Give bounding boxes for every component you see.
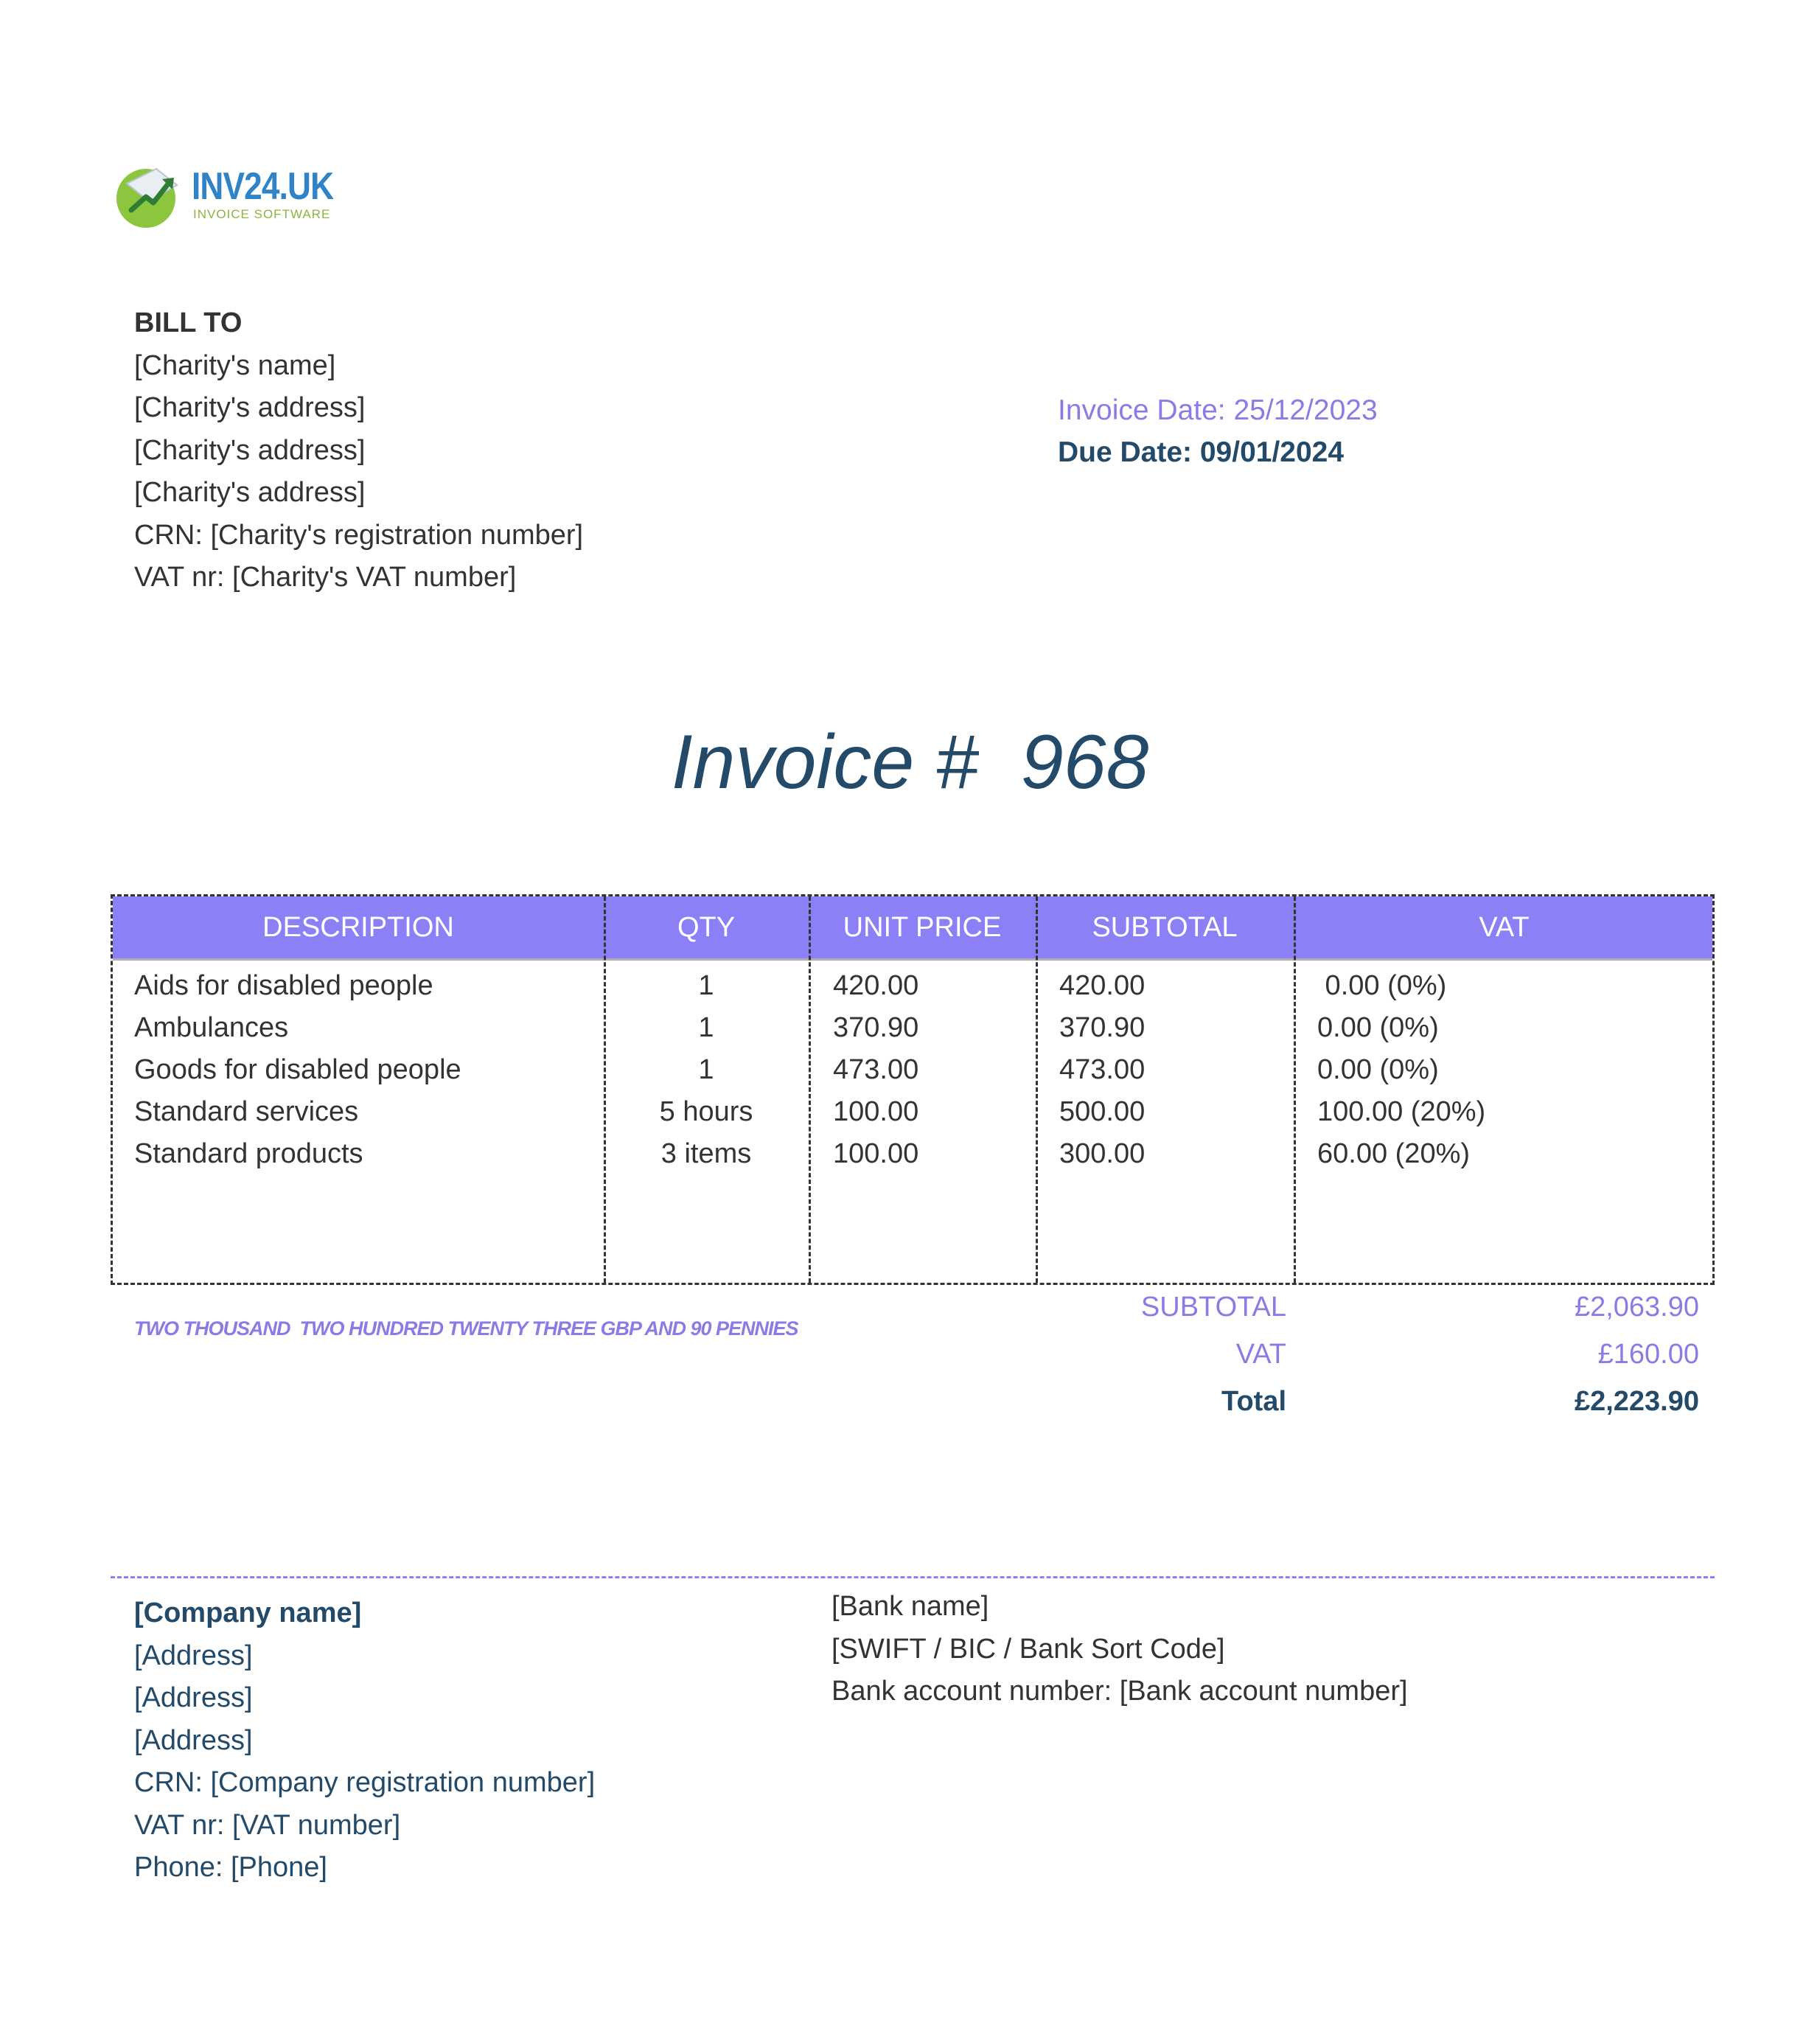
header-subtotal: SUBTOTAL	[1092, 912, 1238, 943]
footer-divider	[111, 1576, 1715, 1578]
bill-to-heading: BILL TO	[134, 307, 243, 338]
table-row	[113, 1091, 1712, 1133]
dates-block	[1058, 389, 1378, 473]
company-line: [Address]	[134, 1640, 253, 1671]
cell-unit-price: 100.00	[833, 1096, 919, 1127]
header-qty: QTY	[677, 912, 736, 943]
logo-chart-icon	[111, 158, 184, 229]
line-items-table	[111, 894, 1715, 1285]
total-label: Total	[1221, 1386, 1286, 1417]
invoice-date: Invoice Date: 25/12/2023	[1058, 394, 1378, 426]
cell-unit-price: 100.00	[833, 1138, 919, 1169]
bill-to-line: [Charity's name]	[134, 349, 336, 381]
bill-to-line: CRN: [Charity's registration number]	[134, 519, 584, 551]
cell-qty: 5 hours	[659, 1096, 753, 1127]
invoice-title: Invoice # 968	[671, 720, 1149, 805]
cell-unit-price: 420.00	[833, 970, 919, 1001]
header-vat: VAT	[1479, 912, 1530, 943]
cell-subtotal: 473.00	[1059, 1054, 1146, 1085]
vat-value: £160.00	[1597, 1339, 1699, 1370]
cell-subtotal: 420.00	[1059, 970, 1146, 1001]
cell-description: Standard products	[134, 1138, 363, 1169]
table-row	[113, 965, 1712, 1007]
cell-vat: 0.00 (0%)	[1317, 1012, 1439, 1043]
table-row	[113, 1007, 1712, 1049]
logo-tagline: INVOICE SOFTWARE	[193, 207, 331, 221]
cell-description: Standard services	[134, 1096, 359, 1127]
bank-line: [Bank name]	[831, 1591, 989, 1622]
cell-qty: 1	[698, 970, 714, 1001]
bill-to-block	[134, 302, 583, 599]
bank-line: [SWIFT / BIC / Bank Sort Code]	[831, 1633, 1225, 1665]
company-line: CRN: [Company registration number]	[134, 1767, 596, 1798]
subtotal-label: SUBTOTAL	[1140, 1292, 1286, 1323]
cell-description: Goods for disabled people	[134, 1054, 461, 1085]
header-description: DESCRIPTION	[262, 912, 454, 943]
bill-to-line: [Charity's address]	[134, 477, 366, 508]
bill-to-line: VAT nr: [Charity's VAT number]	[134, 562, 517, 593]
due-date: Due Date: 09/01/2024	[1058, 436, 1345, 468]
cell-subtotal: 300.00	[1059, 1138, 1146, 1169]
cell-vat: 0.00 (0%)	[1317, 1054, 1439, 1085]
cell-subtotal: 500.00	[1059, 1096, 1146, 1127]
table-header	[113, 896, 1712, 958]
company-line: [Address]	[134, 1682, 253, 1713]
logo-name: INV24.UK	[192, 165, 334, 208]
cell-vat: 60.00 (20%)	[1317, 1138, 1471, 1169]
company-line: VAT nr: [VAT number]	[134, 1809, 401, 1841]
cell-subtotal: 370.90	[1059, 1012, 1146, 1043]
cell-unit-price: 473.00	[833, 1054, 919, 1085]
total-value: £2,223.90	[1574, 1386, 1699, 1417]
cell-qty: 1	[698, 1054, 714, 1085]
vat-label: VAT	[1235, 1339, 1286, 1370]
cell-qty: 3 items	[660, 1138, 752, 1169]
company-line: Phone: [Phone]	[134, 1852, 327, 1883]
cell-vat: 100.00 (20%)	[1317, 1096, 1486, 1127]
cell-description: Ambulances	[134, 1012, 289, 1043]
bill-to-line: [Charity's address]	[134, 434, 366, 466]
amount-in-words: TWO THOUSAND TWO HUNDRED TWENTY THREE GBP AND 90 PENNIES	[134, 1317, 798, 1340]
cell-unit-price: 370.90	[833, 1012, 919, 1043]
cell-vat: 0.00 (0%)	[1317, 970, 1447, 1001]
header-divider	[113, 958, 1712, 961]
company-line: [Address]	[134, 1724, 253, 1756]
company-logo	[111, 151, 332, 232]
company-name: [Company name]	[134, 1598, 362, 1628]
header-unit-price: UNIT PRICE	[843, 912, 1002, 943]
table-row	[113, 1133, 1712, 1175]
bill-to-line: [Charity's address]	[134, 392, 366, 423]
table-row	[113, 1049, 1712, 1091]
cell-qty: 1	[698, 1012, 714, 1043]
bank-block	[831, 1586, 1408, 1713]
bank-line: Bank account number: [Bank account number]	[831, 1676, 1408, 1707]
company-block	[134, 1592, 595, 1889]
subtotal-value: £2,063.90	[1574, 1292, 1699, 1323]
cell-description: Aids for disabled people	[134, 970, 433, 1001]
